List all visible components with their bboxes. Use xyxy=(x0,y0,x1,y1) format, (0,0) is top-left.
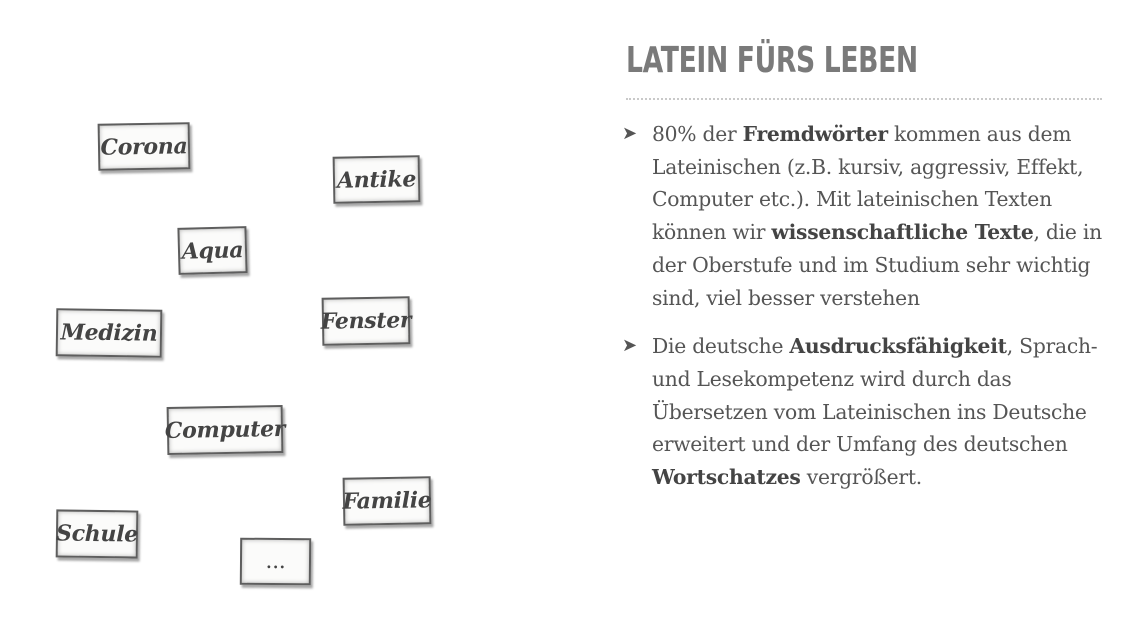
bullet-list xyxy=(622,118,1112,510)
word-card-label: Aqua xyxy=(181,236,244,265)
word-card-schule xyxy=(56,509,139,558)
bullet-emphasis: Ausdrucksfähigkeit xyxy=(789,334,1007,359)
bullet-item xyxy=(622,118,1112,314)
bullet-emphasis: wissenschaftliche Texte xyxy=(771,220,1034,245)
word-card-label: Fenster xyxy=(320,307,412,335)
title-divider xyxy=(626,98,1102,100)
bullet-item xyxy=(622,330,1112,494)
word-card-label: Familie xyxy=(342,487,432,515)
word-card-label: Computer xyxy=(164,415,286,445)
arrowhead-icon: ➤ xyxy=(622,335,637,357)
section-title: LATEIN FÜRS LEBEN xyxy=(626,40,918,81)
word-card-label: Corona xyxy=(100,132,188,161)
word-card-medizin xyxy=(56,308,163,357)
arrowhead-icon: ➤ xyxy=(622,123,637,144)
word-card-label: ... xyxy=(265,548,286,575)
bullet-text: kommen aus dem Lateinischen (z.B. kursiv, aggressiv, Effekt, Computer etc.). Mit lateinischen Texten können wir xyxy=(652,122,1084,245)
word-card-computer xyxy=(164,405,286,455)
word-card-ellipsis xyxy=(240,538,311,586)
bullet-text: vergrößert. xyxy=(800,465,922,490)
word-card-antike xyxy=(333,155,421,204)
bullet-text: , Sprach- und Lesekompetenz wird durch das Übersetzen vom Lateinischen ins Deutsche erweitert und der Umfang des deutschen xyxy=(652,334,1098,457)
word-card-familie xyxy=(343,476,432,526)
bullet-text: 80% der xyxy=(652,122,743,146)
word-card-fenster xyxy=(322,296,411,346)
word-card-aqua xyxy=(177,226,247,275)
word-card-corona xyxy=(98,122,191,171)
bullet-emphasis: Wortschatzes xyxy=(652,465,801,490)
word-card-label: Antike xyxy=(336,165,417,194)
bullet-emphasis: Fremdwörter xyxy=(742,122,888,146)
bullet-text: , die in der Oberstufe und im Studium sehr wichtig sind, viel besser verstehen xyxy=(652,220,1102,310)
word-card-label: Schule xyxy=(55,520,139,548)
bullet-text: Die deutsche xyxy=(652,334,790,359)
word-card-label: Medizin xyxy=(60,319,158,347)
